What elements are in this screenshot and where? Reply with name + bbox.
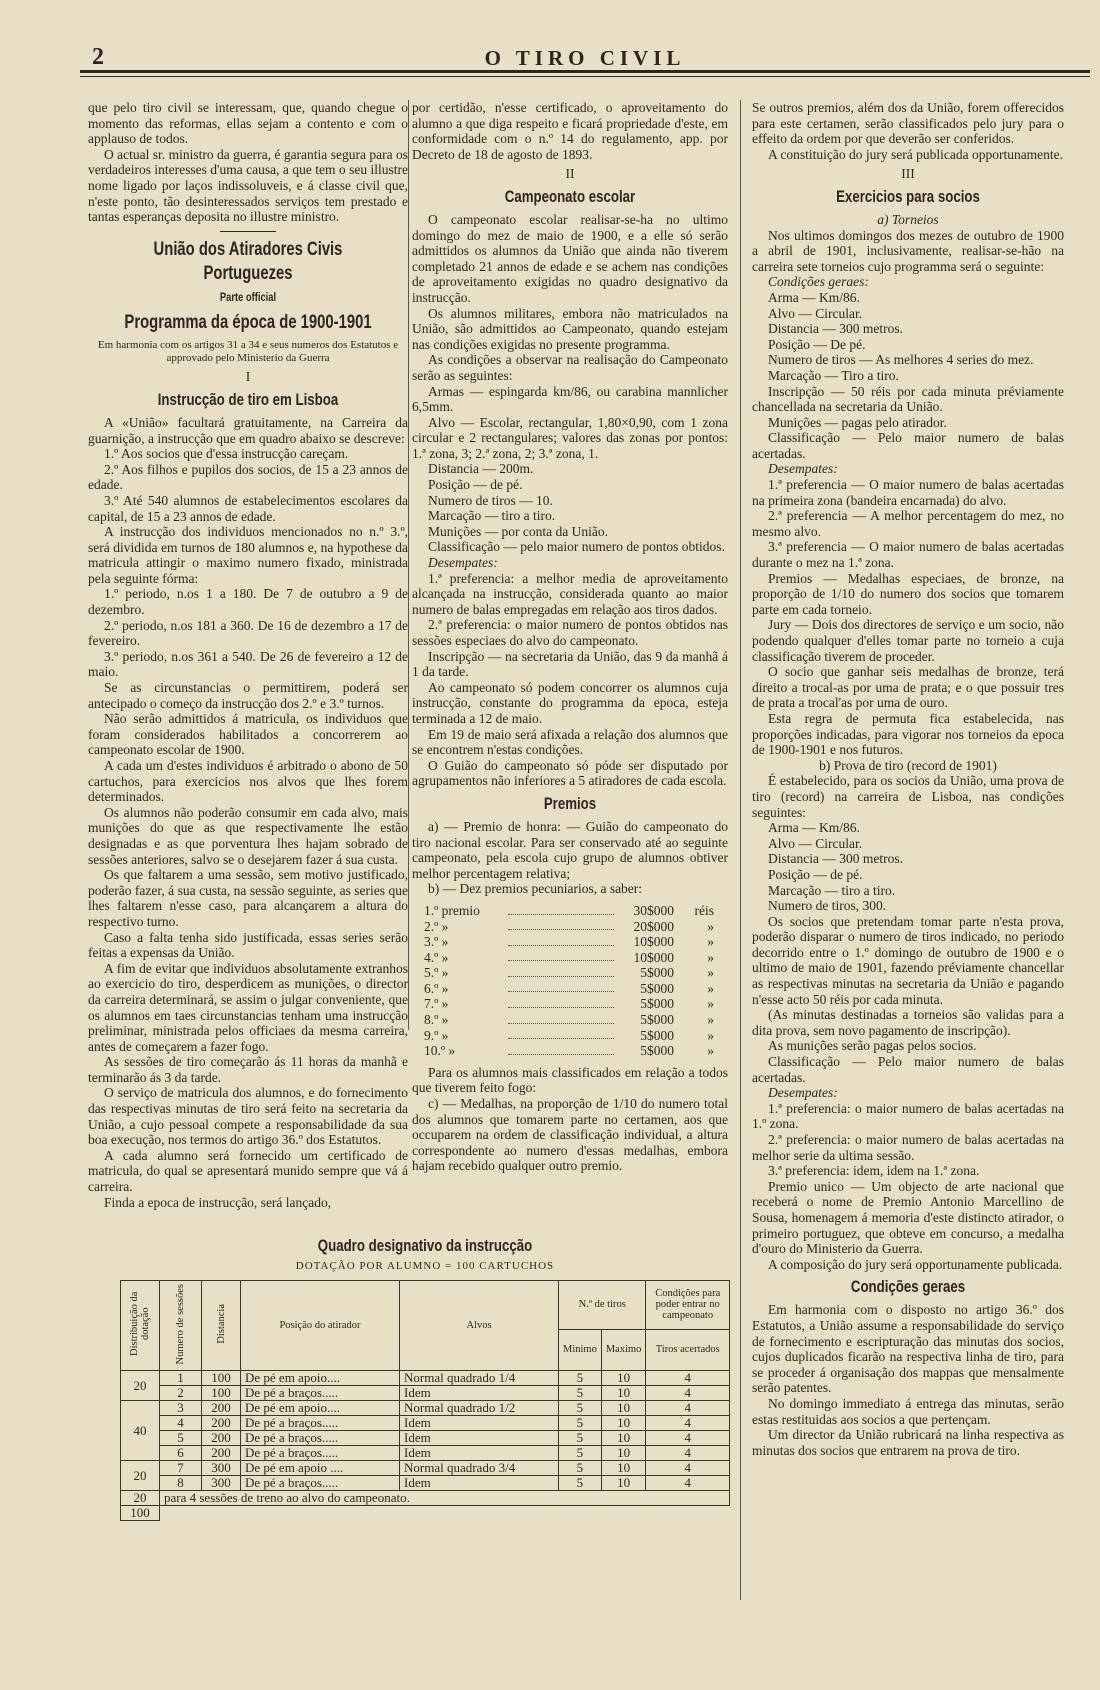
- table-cell: 300: [202, 1461, 241, 1476]
- paragraph: Os que faltarem a uma sessão, sem motivo justificado, poderão fazer, á sua custa, na sessão seguinte, as series que lhes faltarem n'esse caso, para alcançarem a altura do respectivo turno.: [88, 867, 408, 929]
- paragraph: 2.ª preferencia: o maior numero de pontos obtidos nas sessões especiaes do alvo do campeonato.: [412, 617, 728, 648]
- paragraph: 2.º periodo, n.os 181 a 360. De 16 de dezembro a 17 de fevereiro.: [88, 617, 408, 649]
- prize-row: [424, 1028, 714, 1044]
- paragraph: Se as circunstancias o permittirem, poderá ser antecipado o começo da instrucção dos 2.º e 3.º turnos.: [88, 680, 408, 711]
- divider: [220, 231, 276, 232]
- table-cell: De pé em apoio....: [241, 1371, 400, 1386]
- paragraph: Um director da União rubricará na linha respectiva as minutas dos socios que entrarem na prova de tiro.: [752, 1427, 1064, 1458]
- paragraph: Os alumnos não poderão consumir em cada alvo, mais munições do que as que respectivamente lhe estão designadas e as que porventura lhes hajam sobrado de sessões anteriores, salvo se o desejarem fazer á sua custa.: [88, 804, 408, 867]
- condition-line: Alvo — Circular.: [768, 305, 863, 321]
- prize-value: 10$000: [633, 949, 674, 965]
- prize-unit: »: [707, 949, 714, 965]
- column-header: Maximo: [601, 1329, 646, 1370]
- paragraph: Premio unico — Um objecto de arte nacional que receberá o nome de Premio Antonio Marcellino de Sousa, homenagem á memoria d'este distincto atirador, o primeiro portuguez, que obteve em concurso, a medalha d'ouro do Ministerio da Guerra.: [752, 1178, 1064, 1257]
- paragraph: Premios — Medalhas especiaes, de bronze, na proporção de 1/10 do numero dos socios que tomarem parte em cada torneio.: [752, 570, 1064, 617]
- subheading: Parte official: [219, 289, 277, 304]
- paragraph: 1.ª preferencia — O maior numero de balas acertadas na primeira zona (bandeira encarnada) do alvo.: [752, 477, 1064, 508]
- table-cell: 10: [601, 1416, 646, 1431]
- prize-unit: réis: [694, 902, 714, 918]
- prize-value: 5$000: [640, 996, 674, 1012]
- prize-value: 5$000: [640, 1043, 674, 1059]
- table-cell: De pé a braços.....: [241, 1416, 400, 1431]
- column-header: Distancia: [215, 1304, 227, 1344]
- table-title: Quadro designativo da instrucção: [317, 1236, 533, 1255]
- table-cell: 10: [601, 1461, 646, 1476]
- section-heading: Premios: [543, 793, 597, 813]
- table-cell: 5: [559, 1386, 602, 1401]
- table-cell: 4: [646, 1386, 730, 1401]
- table-cell: De pé em apoio....: [241, 1401, 400, 1416]
- table-cell: Idem: [400, 1416, 559, 1431]
- subheading: b) Prova de tiro (record de 1901): [819, 757, 997, 773]
- prize-rank: 6.º »: [424, 980, 449, 996]
- roman-numeral: I: [245, 369, 251, 385]
- prize-rank: 2.º »: [424, 918, 449, 934]
- total-cell: 100: [121, 1506, 160, 1521]
- dotation-cell: 20: [121, 1371, 160, 1401]
- table-cell: De pé em apoio ....: [241, 1461, 400, 1476]
- table-cell: 4: [646, 1476, 730, 1491]
- table-cell: 4: [646, 1461, 730, 1476]
- section-heading: Condições geraes: [850, 1277, 966, 1297]
- condition-line: Posição — de pé.: [428, 477, 523, 493]
- table-cell: 6: [160, 1446, 202, 1461]
- condition-line: Posição — De pé.: [768, 336, 866, 352]
- prize-row: [424, 996, 714, 1012]
- table-cell: 4: [646, 1446, 730, 1461]
- prize-list: [424, 903, 714, 1059]
- table-row: [121, 1401, 730, 1416]
- roman-numeral: III: [901, 166, 915, 182]
- leader-dots: [508, 965, 614, 977]
- column-header: Tiros acertados: [646, 1329, 730, 1370]
- condition-line: Numero de tiros, 300.: [768, 898, 887, 914]
- table-cell: 200: [202, 1416, 241, 1431]
- table-row: [121, 1446, 730, 1461]
- prize-unit: »: [707, 918, 714, 934]
- dotation-cell: 40: [121, 1401, 160, 1461]
- condition-line: Numero de tiros — As melhores 4 series do mez.: [768, 352, 1034, 368]
- paragraph: No domingo immediato á entrega das minutas, serão estas restituidas aos socios a que pertençam.: [752, 1395, 1064, 1427]
- paragraph: 3.ª preferencia — O maior numero de balas acertadas durante o mez na 1.ª zona.: [752, 539, 1064, 571]
- table-cell: 2: [160, 1386, 202, 1401]
- paragraph: Finda a epoca de instrucção, será lançado,: [104, 1194, 332, 1210]
- section-heading: Campeonato escolar: [504, 186, 636, 206]
- prize-value: 10$000: [633, 934, 674, 950]
- prize-unit: »: [707, 1027, 714, 1043]
- empty-cell: [160, 1506, 730, 1521]
- newspaper-title: O TIRO CIVIL: [484, 46, 686, 70]
- column-2: [412, 100, 728, 1174]
- leader-dots: [508, 996, 614, 1008]
- leader-dots: [508, 1028, 614, 1040]
- table-cell: Normal quadrado 3/4: [400, 1461, 559, 1476]
- table-cell: 5: [559, 1476, 602, 1491]
- table-cell: 10: [601, 1476, 646, 1491]
- prize-unit: »: [707, 980, 714, 996]
- prize-rank: 10.º »: [424, 1043, 456, 1059]
- condition-line: Alvo — Escolar, rectangular, 1,80×0,90, com 1 zona circular e 2 rectangulares; valores das zonas por pontos: 1.ª zona, 3; 2.ª zona, 2; 3.ª zona, 1.: [412, 414, 728, 461]
- table-cell: 200: [202, 1401, 241, 1416]
- paragraph: Inscripção — na secretaria da União, das 9 da manhã á 1 da tarde.: [412, 648, 728, 680]
- table-cell: De pé a braços.....: [241, 1386, 400, 1401]
- intro-note: Em harmonia com os artigos 31 a 34 e seus numeros dos Estatutos e approvado pelo Ministerio da Guerra: [97, 339, 399, 365]
- condition-line: Numero de tiros — 10.: [428, 492, 553, 508]
- prize-row: [424, 965, 714, 981]
- paragraph: A fim de evitar que individuos absolutamente extranhos ao exercicio do tiro, desperdicem as munições, o director da carreira determinará, se assim o julgar conveniente, que os alumnos em taes circunstancias tenham uma instrucção preliminar, ministrada pelos officiaes da mesma carreira, antes de começarem a fazer fogo.: [88, 960, 408, 1054]
- table-cell: 3: [160, 1401, 202, 1416]
- table-row: [121, 1491, 730, 1506]
- paragraph: Em 19 de maio será afixada a relação dos alumnos que se encontrem n'estas condições.: [412, 726, 728, 758]
- leader-dots: [508, 981, 614, 993]
- table-cell: De pé a braços.....: [241, 1446, 400, 1461]
- prize-row: [424, 981, 714, 997]
- section-heading: União dos Atiradores Civis Portuguezes: [153, 238, 343, 284]
- paragraph: A cada um d'estes individuos é arbitrado o abono de 50 cartuchos, para exercicios nos alvos que lhes forem determinados.: [88, 758, 408, 805]
- instruction-table: [120, 1280, 730, 1521]
- paragraph: Jury — Dois dos directores de serviço e um socio, não podendo qualquer d'elles tomar parte no torneio a cuja classificação tiverem de proceder.: [752, 617, 1064, 664]
- table-note: para 4 sessões de treno ao alvo do campeonato.: [160, 1491, 730, 1506]
- section-heading: Programma da época de 1900-1901: [124, 312, 372, 334]
- paragraph: A «União» facultará gratuitamente, na Carreira da guarnição, a instrucção que em quadro abaixo se descreve:: [88, 414, 408, 446]
- paragraph: 1.º periodo, n.os 1 a 180. De 7 de outubro a 9 de dezembro.: [88, 586, 408, 618]
- prize-rank: 5.º »: [424, 965, 449, 981]
- prize-row: [424, 919, 714, 935]
- dotation-cell: 20: [121, 1461, 160, 1491]
- leader-dots: [508, 950, 614, 962]
- table-cell: 4: [646, 1401, 730, 1416]
- table-cell: 4: [160, 1416, 202, 1431]
- paragraph: (As minutas destinadas a torneios são validas para a dita prova, sem novo pagamento de inscripção).: [752, 1007, 1064, 1038]
- prize-rank: 3.º »: [424, 934, 449, 950]
- condition-line: Marcação — tiro a tiro.: [768, 882, 896, 898]
- table-cell: De pé a braços.....: [241, 1476, 400, 1491]
- header-rule: [80, 70, 1090, 73]
- header-rule-thin: [80, 76, 1090, 77]
- column-header: N.º de tiros: [559, 1281, 646, 1330]
- table-cell: 4: [646, 1431, 730, 1446]
- table-cell: 5: [559, 1461, 602, 1476]
- condition-line: Distancia — 300 metros.: [768, 851, 903, 867]
- paragraph: Esta regra de permuta fica estabelecida, nas proporções indicadas, para vigorar nos torneios da epoca de 1900-1901 e nos futuros.: [752, 710, 1064, 758]
- table-cell: 100: [202, 1386, 241, 1401]
- column-header: Posição do atirador: [241, 1281, 400, 1371]
- paragraph: É estabelecido, para os socios da União, uma prova de tiro (record) na carreira de Lisboa, nas condições seguintes:: [752, 773, 1064, 820]
- paragraph: O campeonato escolar realisar-se-ha no ultimo domingo do mez de maio de 1900, e a elle só serão admittidos os alumnos da União que ainda não tiverem completado 21 annos de edade e se achem nas condições de aproveitamento exigidas no quadro designativo da instrucção.: [412, 211, 728, 305]
- table-cell: 5: [160, 1431, 202, 1446]
- subheading: Desempates:: [768, 1085, 838, 1101]
- paragraph: O actual sr. ministro da guerra, é garantia segura para os verdadeiros interesses d'uma causa, a que tem o seu illustre nome ligado por laços indissoluveis, e á classe civil que, n'este ponto, tão desinteressados serviços tem prestado e tantas esperanças deposita no illustre ministro.: [88, 146, 408, 225]
- table-cell: 200: [202, 1431, 241, 1446]
- leader-dots: [508, 1043, 614, 1055]
- table-cell: Idem: [400, 1446, 559, 1461]
- prize-value: 5$000: [640, 980, 674, 996]
- table-row: [121, 1386, 730, 1401]
- paragraph: Se outros premios, além dos da União, forem offerecidos para este certamen, serão classificados pelo jury para o effeito da ordem por que deverão ser conferidos.: [752, 100, 1064, 147]
- paragraph: a) — Premio de honra: — Guião do campeonato do tiro nacional escolar. Para ser conservado até ao seguinte campeonato, pela escola cujo grupo de alumnos obtiver melhor percentagem relativa;: [412, 818, 728, 881]
- table-row: [121, 1371, 730, 1386]
- table-cell: 7: [160, 1461, 202, 1476]
- table-cell: 10: [601, 1446, 646, 1461]
- prize-unit: »: [707, 996, 714, 1012]
- paragraph: A cada alumno será fornecido um certificado de matricula, do qual se apresentará munido sempre que vá á carreira.: [88, 1147, 408, 1195]
- prize-unit: »: [707, 934, 714, 950]
- paragraph: A constituição do jury será publicada opportunamente.: [768, 146, 1064, 162]
- prize-rank: 7.º »: [424, 996, 449, 1012]
- table-cell: 100: [202, 1371, 241, 1386]
- paragraph: que pelo tiro civil se interessam, que, quando chegue o momento das reformas, ellas sejam a contento e com o applauso de todos.: [88, 100, 408, 147]
- subheading: Desempates:: [428, 555, 498, 571]
- column-header: Numero de sessões: [175, 1283, 186, 1365]
- prize-value: 5$000: [640, 1027, 674, 1043]
- paragraph: As condições a observar na realisação do Campeonato serão as seguintes:: [412, 352, 728, 383]
- condition-line: Classificação — pelo maior numero de pontos obtidos.: [428, 539, 725, 555]
- paragraph: 2.ª preferencia: o maior numero de balas acertadas na melhor serie da ultima sessão.: [752, 1132, 1064, 1163]
- leader-dots: [508, 903, 614, 915]
- table-cell: 4: [646, 1371, 730, 1386]
- table-cell: 10: [601, 1371, 646, 1386]
- section-heading: Instrucção de tiro em Lisboa: [157, 389, 339, 409]
- paragraph: 1.ª preferencia: a melhor media de aproveitamento alcançada na instrucção, considerada quanto ao maior numero de balas empregadas em relação aos tiros dados.: [412, 570, 728, 617]
- condition-line: Marcação — tiro a tiro.: [428, 508, 556, 524]
- prize-rank: 1.º premio: [424, 902, 480, 918]
- paragraph: A composição do jury será opportunamente publicada.: [768, 1256, 1063, 1272]
- paragraph: 1.ª preferencia: o maior numero de balas acertadas na 1.º zona.: [752, 1100, 1064, 1132]
- paragraph: 3.º Até 540 alumnos de estabelecimentos escolares da capital, de 15 a 23 annos de edade.: [88, 492, 408, 524]
- paragraph: Os socios que pretendam tomar parte n'esta prova, poderão disparar o numero de tiros indicado, no periodo decorrido entre o 1.º domingo de outubro de 1900 e o ultimo de maio de 1901, fazendo préviamente chancellar as respectivas minutas na secretaria da União e pagando n'esse acto 50 réis por cada minuta.: [752, 913, 1064, 1007]
- condition-line: Inscripção — 50 réis por cada minuta préviamente chancellada na secretaria da União.: [752, 383, 1064, 415]
- paragraph: Em harmonia com o disposto no artigo 36.º dos Estatutos, a União assume a responsabilidade do serviço de fornecimento e escripturação das minutas dos socios, cujos duplicados ficarão na respectiva linha de tiro, para se proceder á organisação dos mappas que mensalmente serão patentes.: [752, 1302, 1064, 1396]
- column-header: Alvos: [400, 1281, 559, 1371]
- paragraph: c) — Medalhas, na proporção de 1/10 do numero total dos alumnos que tomarem parte no certamen, aos que occuparem na ordem de classificação individual, a altura correspondente ao numero d'essas medalhas, embora hajam recebido qualquer outro premio.: [412, 1096, 728, 1174]
- paragraph: Para os alumnos mais classificados em relação a todos que tiverem feito fogo:: [412, 1064, 728, 1096]
- table-row: [121, 1461, 730, 1476]
- paragraph: 1.º Aos socios que d'essa instrucção careçam.: [104, 446, 349, 462]
- table-total-row: [121, 1506, 730, 1521]
- prize-row: [424, 934, 714, 950]
- table-cell: Idem: [400, 1386, 559, 1401]
- column-header: Condições para poder entrar no campeonato: [646, 1281, 730, 1330]
- column-header: Distribuição da dotação: [129, 1291, 151, 1357]
- paragraph: As sessões de tiro começarão ás 11 horas da manhã e terminarão ás 3 da tarde.: [88, 1054, 408, 1085]
- prize-row: [424, 1043, 714, 1059]
- prize-unit: »: [707, 965, 714, 981]
- prize-value: 30$000: [633, 902, 674, 918]
- paragraph: O serviço de matricula dos alumnos, e do fornecimento das respectivas minutas de tiro será feito na secretaria da União, a cujo pessoal compete a responsabilidade da sua boa execução, nos termos do artigo 36.º dos Estatutos.: [88, 1085, 408, 1148]
- table-cell: 5: [559, 1371, 602, 1386]
- prize-row: [424, 903, 714, 919]
- table-row: [121, 1416, 730, 1431]
- paragraph: Nos ultimos domingos dos mezes de outubro de 1900 a abril de 1901, inclusivamente, realisar-se-hão na carreira sete torneios cujo programma será o seguinte:: [752, 227, 1064, 274]
- instruction-table-block: [120, 1236, 730, 1521]
- paragraph: A instrucção dos individuos mencionados no n.º 3.º, será dividida em turnos de 180 alumnos e, na hypothese da matricula attingir o maximo numero fixado, ministrada pela seguinte fórma:: [88, 524, 408, 586]
- table-cell: 200: [202, 1446, 241, 1461]
- column-divider: [408, 100, 409, 1030]
- table-cell: Normal quadrado 1/4: [400, 1371, 559, 1386]
- leader-dots: [508, 919, 614, 931]
- table-cell: Idem: [400, 1476, 559, 1491]
- table-cell: 1: [160, 1371, 202, 1386]
- prize-unit: »: [707, 1043, 714, 1059]
- paragraph: 2.º Aos filhos e pupilos dos socios, de 15 a 23 annos de edade.: [88, 461, 408, 493]
- table-cell: 8: [160, 1476, 202, 1491]
- table-cell: 300: [202, 1476, 241, 1491]
- leader-dots: [508, 1012, 614, 1024]
- page-number: 2: [92, 44, 104, 70]
- prize-rank: 4.º »: [424, 949, 449, 965]
- paragraph: b) — Dez premios pecuniarios, a saber:: [428, 881, 643, 897]
- paragraph: Não serão admittidos á matricula, os individuos que foram considerados habilitados a concorrerem ao campeonato escolar de 1900.: [88, 711, 408, 758]
- condition-line: Munições — por conta da União.: [428, 523, 608, 539]
- table-cell: 5: [559, 1446, 602, 1461]
- leader-dots: [508, 934, 614, 946]
- table-cell: Normal quadrado 1/2: [400, 1401, 559, 1416]
- subheading: Desempates:: [768, 461, 838, 477]
- condition-line: Arma — Km/86.: [768, 289, 860, 305]
- condition-line: Marcação — Tiro a tiro.: [768, 367, 899, 383]
- condition-line: Classificação — Pelo maior numero de balas acertadas.: [752, 430, 1064, 461]
- column-3: [752, 100, 1064, 1630]
- paragraph: Os alumnos militares, embora não matriculados na União, são admittidos ao Campeonato, quando estejam nas condições exigidas no presente programma.: [412, 305, 728, 352]
- table-cell: 10: [601, 1386, 646, 1401]
- paragraph: Caso a falta tenha sido justificada, essas series serão feitas a expensas da União.: [88, 929, 408, 961]
- table-cell: 10: [601, 1431, 646, 1446]
- dotation-cell: 20: [121, 1491, 160, 1506]
- table-cell: 4: [646, 1416, 730, 1431]
- table-cell: Idem: [400, 1431, 559, 1446]
- prize-value: 5$000: [640, 965, 674, 981]
- table-cell: 5: [559, 1431, 602, 1446]
- condition-line: Distancia — 200m.: [428, 461, 534, 477]
- table-cell: 5: [559, 1401, 602, 1416]
- table-row: [121, 1476, 730, 1491]
- paragraph: As munições serão pagas pelos socios.: [768, 1038, 977, 1054]
- table-row: [121, 1431, 730, 1446]
- paragraph: Ao campeonato só podem concorrer os alumnos cuja instrucção, constante do programma da epoca, esteja terminada a 12 de maio.: [412, 679, 728, 726]
- prize-row: [424, 1012, 714, 1028]
- roman-numeral: II: [565, 166, 575, 182]
- condition-line: Distancia — 300 metros.: [768, 321, 903, 337]
- paragraph: O socio que ganhar seis medalhas de bronze, terá direito a trocal-as por uma de prata; e o que possuir tres de prata a trocal'as por uma de ouro.: [752, 664, 1064, 711]
- subheading: a) Torneios: [877, 211, 939, 227]
- prize-value: 5$000: [640, 1012, 674, 1028]
- prize-rank: 8.º »: [424, 1012, 449, 1028]
- paragraph: 3.º periodo, n.os 361 a 540. De 26 de fevereiro a 12 de maio.: [88, 648, 408, 680]
- prize-unit: »: [707, 1012, 714, 1028]
- table-cell: De pé a braços.....: [241, 1431, 400, 1446]
- paragraph: por certidão, n'esse certificado, o aproveitamento do alumno a que diga respeito e ficará propriedade d'este, em conformidade com o n.º 14 do regulamento, app. por Decreto de 18 de agosto de 1893.: [412, 100, 728, 162]
- prize-value: 20$000: [633, 918, 674, 934]
- condition-line: Munições — pagas pelo atirador.: [768, 414, 947, 430]
- condition-line: Armas — espingarda km/86, ou carabina mannlicher 6,5mm.: [412, 383, 728, 415]
- section-heading: Exercicios para socios: [836, 186, 980, 206]
- column-divider: [740, 100, 741, 1600]
- paragraph: 3.ª preferencia: idem, idem na 1.ª zona.: [768, 1163, 980, 1179]
- condition-line: Posição — de pé.: [768, 866, 863, 882]
- column-header: Minimo: [559, 1329, 602, 1370]
- table-subtitle: DOTAÇÃO POR ALUMNO = 100 CARTUCHOS: [295, 1260, 555, 1272]
- table-cell: 10: [601, 1401, 646, 1416]
- prize-row: [424, 950, 714, 966]
- condition-line: Arma — Km/86.: [768, 820, 860, 836]
- prize-rank: 9.º »: [424, 1027, 449, 1043]
- table-cell: 5: [559, 1416, 602, 1431]
- condition-line: Alvo — Circular.: [768, 835, 863, 851]
- subheading: Condições geraes:: [768, 274, 869, 290]
- paragraph: O Guião do campeonato só póde ser disputado por agrupamentos não inferiores a 5 atiradores de cada escola.: [412, 757, 728, 789]
- paragraph: Classificação — Pelo maior numero de balas acertadas.: [752, 1054, 1064, 1085]
- paragraph: 2.ª preferencia — A melhor percentagem do mez, no mesmo alvo.: [752, 508, 1064, 539]
